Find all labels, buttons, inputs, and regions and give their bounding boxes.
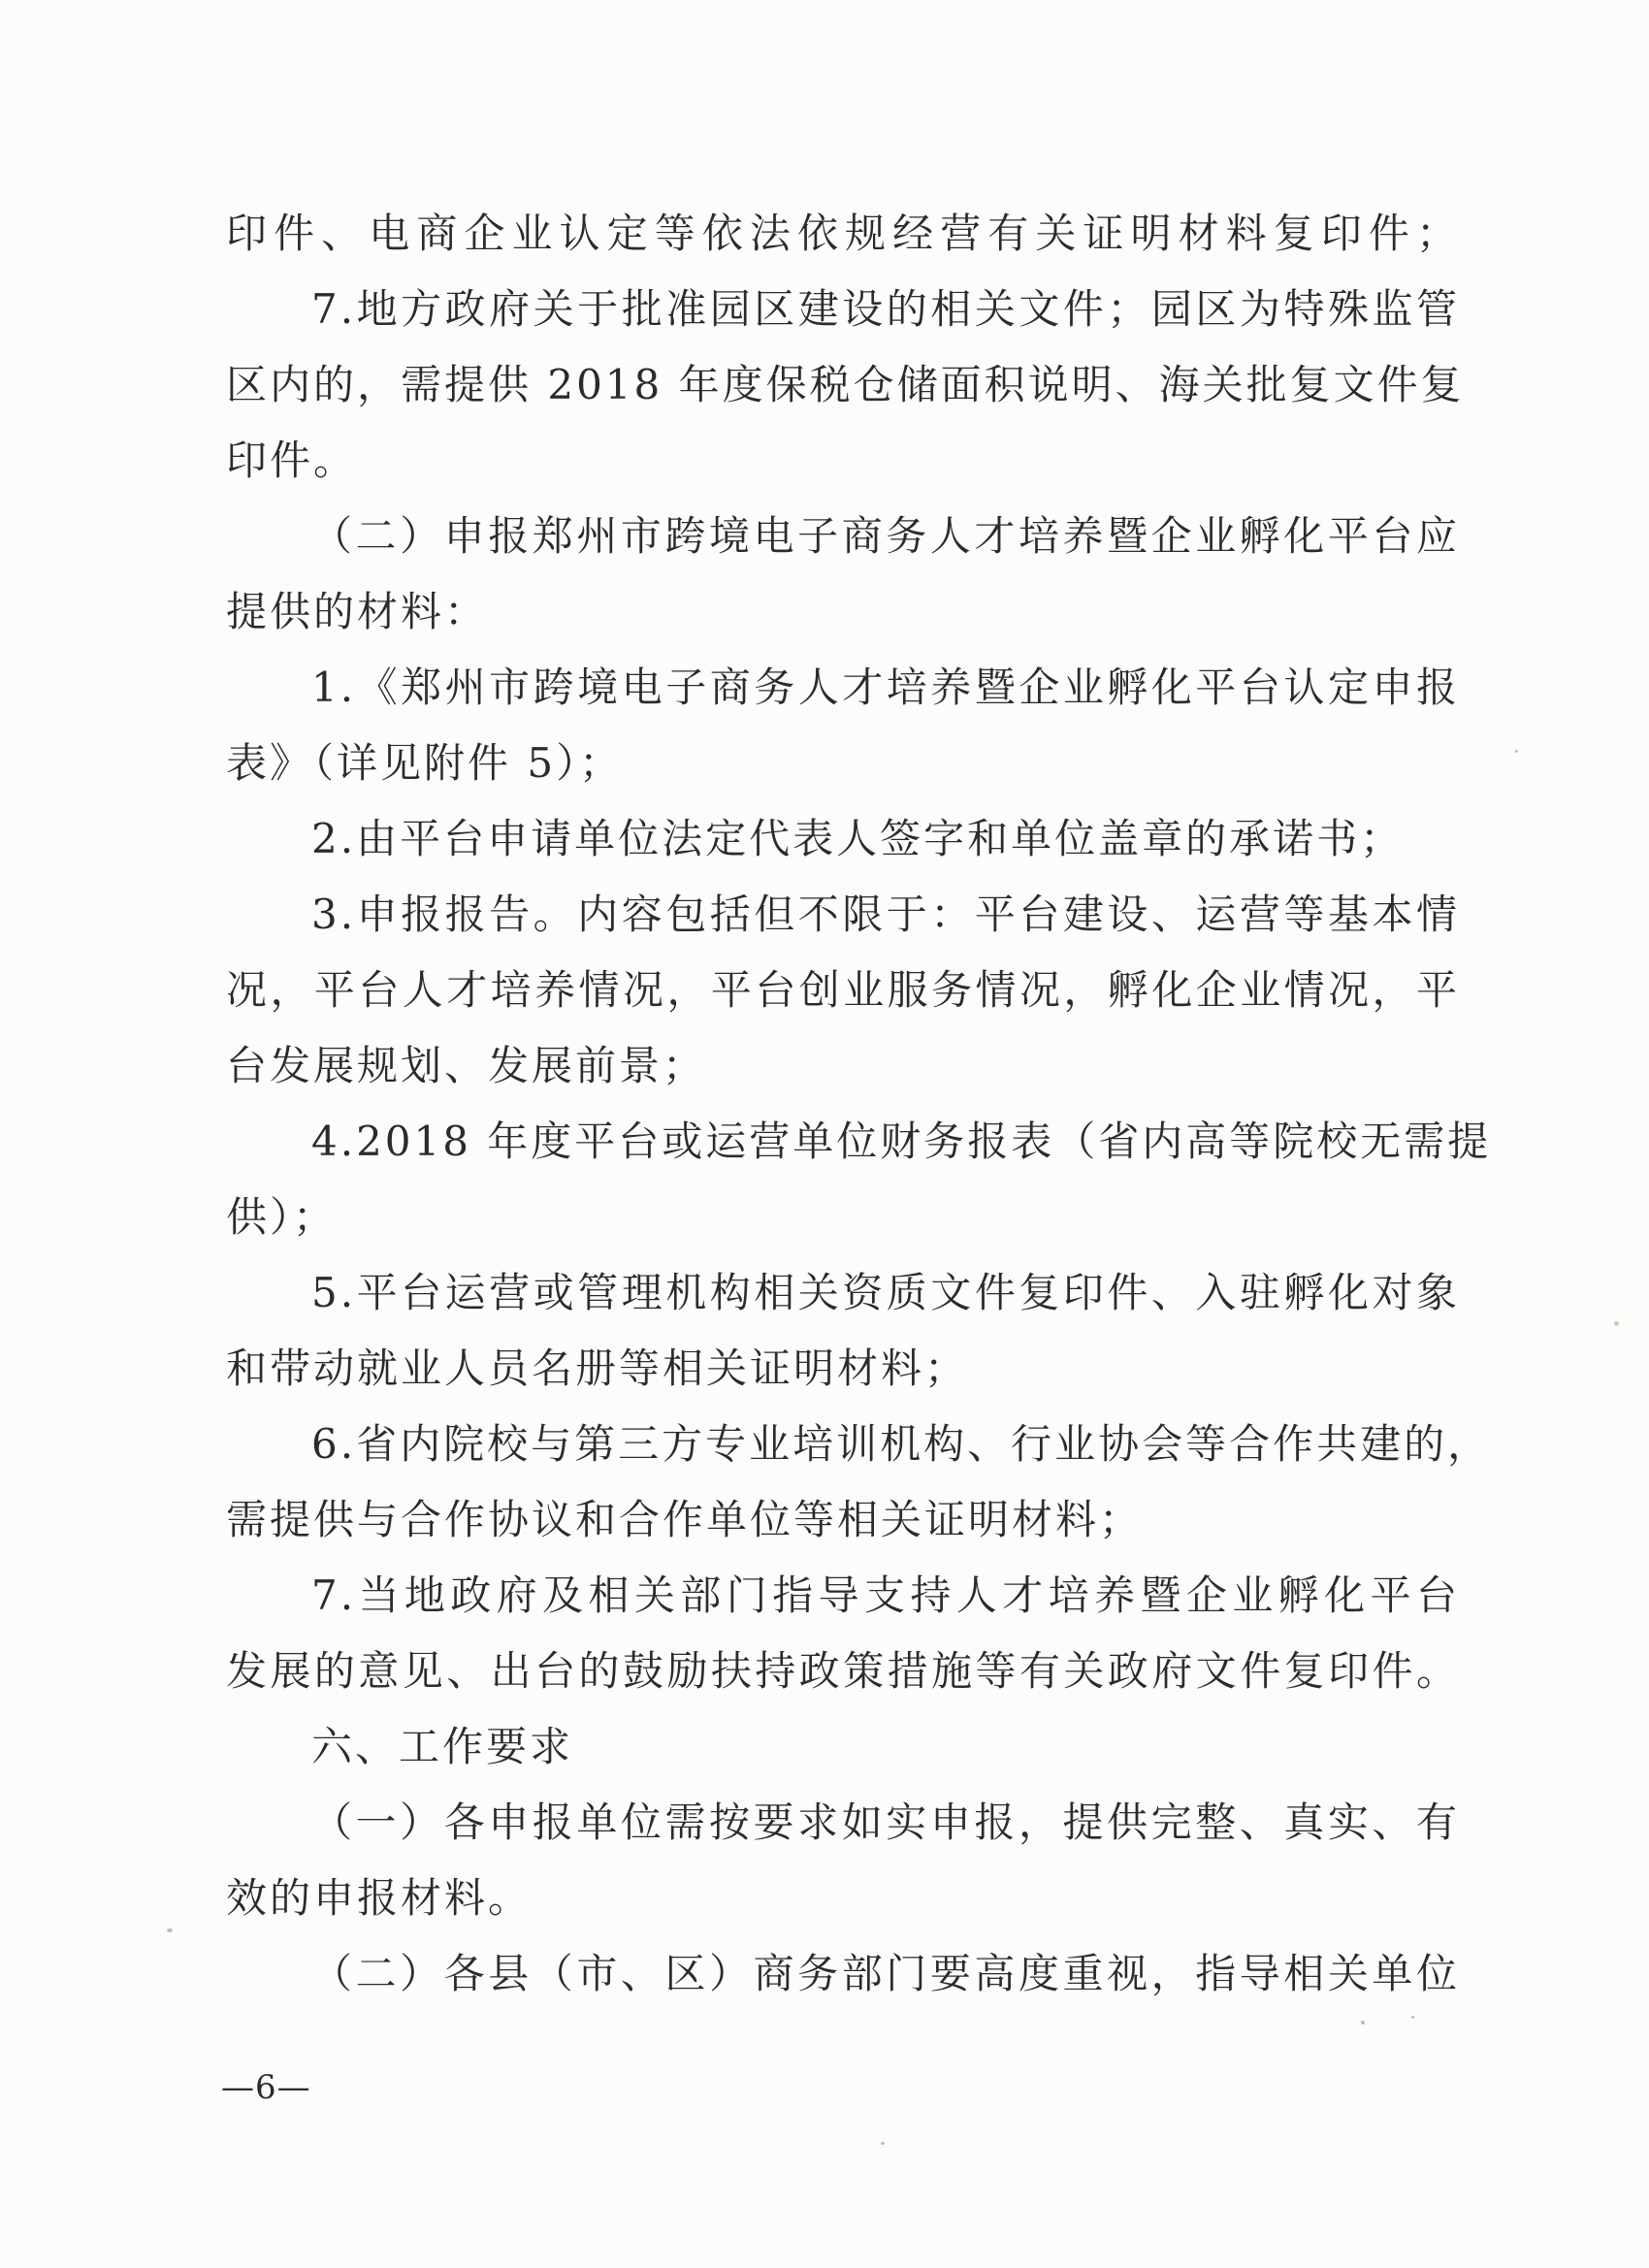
paragraph-line: 印件。	[226, 437, 358, 484]
list-item-6-line: 6.省内院校与第三方专业培训机构、行业协会等合作共建的，	[311, 1420, 1492, 1468]
requirement-1-line: （一）各申报单位需按要求如实申报，提供完整、真实、有	[311, 1798, 1460, 1846]
list-item-1-line: 1.《郑州市跨境电子商务人才培养暨企业孵化平台认定申报	[311, 664, 1460, 711]
scan-speck	[1361, 2021, 1365, 2025]
paragraph-line: 提供的材料：	[226, 588, 489, 635]
scan-speck	[1411, 2016, 1414, 2019]
list-item-7-line: 7.地方政府关于批准园区建设的相关文件；园区为特殊监管	[311, 285, 1460, 333]
list-item-7b-line: 7.当地政府及相关部门指导支持人才培养暨企业孵化平台	[311, 1571, 1460, 1619]
scan-speck	[1614, 1321, 1619, 1326]
list-item-5-line: 5.平台运营或管理机构相关资质文件复印件、入驻孵化对象	[311, 1269, 1460, 1316]
paragraph-line: 况，平台人才培养情况，平台创业服务情况，孵化企业情况，平	[226, 966, 1460, 1014]
section-subheading: （二）申报郑州市跨境电子商务人才培养暨企业孵化平台应	[311, 512, 1460, 560]
paragraph-line: 和带动就业人员名册等相关证明材料；	[226, 1345, 969, 1392]
paragraph-line: 效的申报材料。	[226, 1874, 533, 1922]
list-item-2-line: 2.由平台申请单位法定代表人签字和单位盖章的承诺书；	[311, 815, 1405, 862]
list-item-4-line: 4.2018 年度平台或运营单位财务报表（省内高等院校无需提	[311, 1118, 1492, 1165]
scan-speck	[1515, 750, 1518, 753]
document-body	[226, 196, 1492, 2012]
requirement-2-line: （二）各县（市、区）商务部门要高度重视，指导相关单位	[311, 1950, 1460, 1997]
list-item-3-line: 3.申报报告。内容包括但不限于：平台建设、运营等基本情	[311, 891, 1460, 938]
paragraph-line: 需提供与合作协议和合作单位等相关证明材料；	[226, 1496, 1144, 1543]
paragraph-line: 发展的意见、出台的鼓励扶持政策措施等有关政府文件复印件。	[226, 1647, 1460, 1695]
paragraph-line: 表》（详见附件 5）；	[226, 739, 624, 787]
section-heading: 六、工作要求	[311, 1723, 574, 1770]
page-number: —6—	[221, 2068, 311, 2107]
scan-speck	[167, 1928, 173, 1932]
paragraph-line: 供）；	[226, 1193, 338, 1241]
paragraph-line: 印件、电商企业认定等依法依规经营有关证明材料复印件；	[226, 210, 1460, 257]
paragraph-line: 台发展规划、发展前景；	[226, 1042, 707, 1089]
scan-speck	[881, 2142, 885, 2145]
paragraph-line: 区内的，需提供 2018 年度保税仓储面积说明、海关批复文件复	[226, 361, 1465, 408]
